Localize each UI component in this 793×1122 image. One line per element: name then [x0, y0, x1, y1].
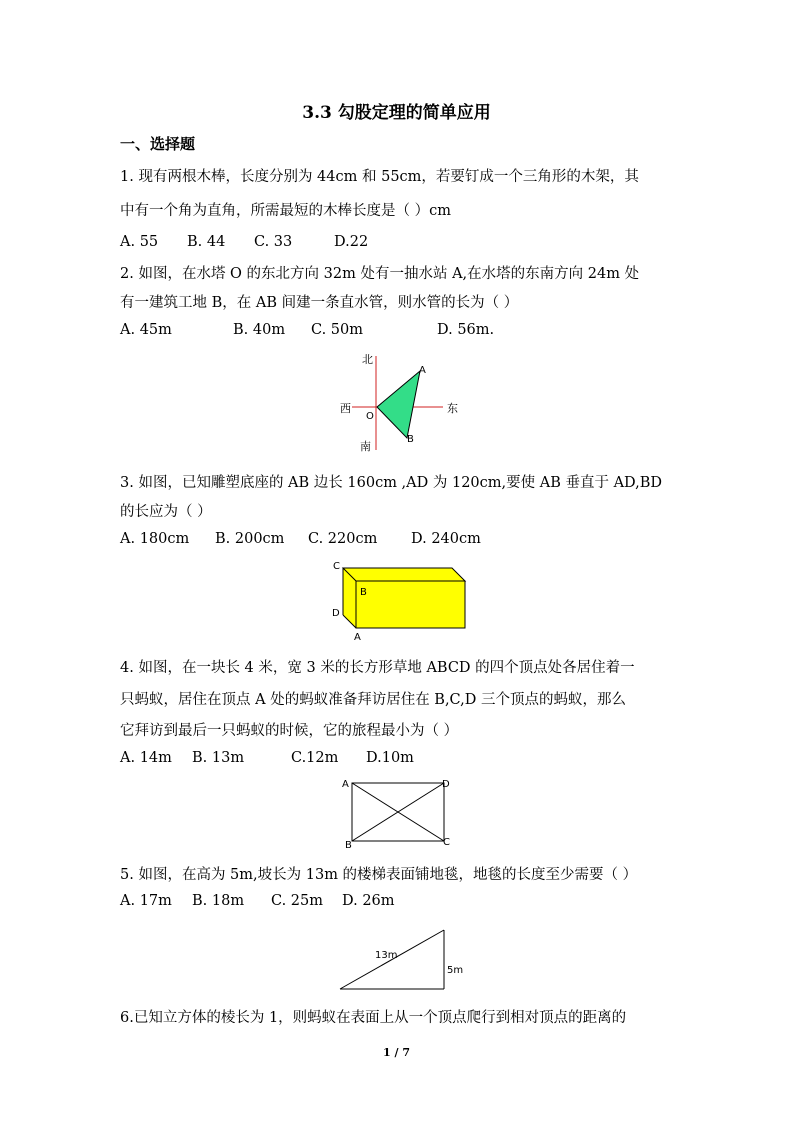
stair-figure	[335, 918, 465, 993]
q5-option-a: A. 17m	[120, 893, 172, 909]
label-c: C	[333, 561, 340, 572]
q4-line2: 只蚂蚁，居住在顶点 A 处的蚂蚁准备拜访居住在 B,C,D 三个顶点的蚂蚁，那么	[120, 692, 626, 708]
q3-line2: 的长应为（ ）	[120, 504, 212, 520]
q3-option-a: A. 180cm	[120, 531, 190, 547]
q2-option-d: D. 56m.	[437, 322, 495, 338]
label-height: 5m	[447, 965, 464, 976]
label-slope-length: 13m	[375, 950, 398, 961]
rectangle-figure	[335, 773, 465, 853]
page-number: 1 / 7	[383, 1046, 410, 1059]
label-d: D	[332, 608, 340, 619]
q1-line1: 1. 现有两根木棒，长度分别为 44cm 和 55cm，若要钉成一个三角形的木架，其	[120, 169, 639, 185]
q3-option-d: D. 240cm	[411, 531, 481, 547]
label-a: A	[354, 632, 361, 643]
q1-option-b: B. 44	[187, 234, 226, 250]
label-a: A	[342, 779, 349, 790]
label-west: 西	[340, 402, 351, 415]
q1-option-d: D.22	[334, 234, 369, 250]
q2-option-c: C. 50m	[311, 322, 363, 338]
q4-line3: 它拜访到最后一只蚂蚁的时候，它的旅程最小为（ ）	[120, 723, 459, 739]
box-figure	[325, 555, 475, 645]
q5-option-d: D. 26m	[342, 893, 395, 909]
q4-line1: 4. 如图，在一块长 4 米，宽 3 米的长方形草地 ABCD 的四个顶点处各居住着一	[120, 660, 635, 676]
q3-line1: 3. 如图，已知雕塑底座的 AB 边长 160cm ,AD 为 120cm,要使 AB 垂直于 AD,BD	[120, 475, 663, 491]
q2-option-b: B. 40m	[233, 322, 286, 338]
label-c: C	[443, 837, 450, 848]
q4-option-d: D.10m	[366, 750, 414, 766]
q2-option-a: A. 45m	[120, 322, 172, 338]
q4-option-b: B. 13m	[192, 750, 245, 766]
label-d: D	[442, 779, 450, 790]
compass-triangle-figure	[330, 348, 465, 458]
q3-option-c: C. 220cm	[308, 531, 378, 547]
q5-option-b: B. 18m	[192, 893, 245, 909]
box-fill	[343, 568, 465, 628]
q5-line1: 5. 如图，在高为 5m,坡长为 13m 的楼梯表面铺地毯，地毯的长度至少需要（ ）	[120, 867, 638, 883]
q2-line1: 2. 如图，在水塔 O 的东北方向 32m 处有一抽水站 A,在水塔的东南方向 24m 处	[120, 266, 640, 282]
label-o: O	[366, 411, 374, 422]
q1-option-a: A. 55	[120, 234, 159, 250]
label-b: B	[360, 587, 367, 598]
label-south: 南	[360, 440, 371, 453]
q6-line1: 6.已知立方体的棱长为 1，则蚂蚁在表面上从一个顶点爬行到相对顶点的距离的	[120, 1010, 627, 1026]
label-b: B	[407, 434, 414, 445]
q2-line2: 有一建筑工地 B，在 AB 间建一条直水管，则水管的长为（ ）	[120, 295, 519, 311]
label-a: A	[419, 365, 426, 376]
label-north: 北	[362, 353, 373, 366]
q3-option-b: B. 200cm	[215, 531, 285, 547]
label-b: B	[345, 840, 352, 851]
q5-option-c: C. 25m	[271, 893, 323, 909]
label-east: 东	[447, 402, 458, 415]
q4-option-a: A. 14m	[120, 750, 172, 766]
section-heading: 一、选择题	[120, 135, 196, 153]
page-title: 3.3 勾股定理的简单应用	[302, 103, 491, 123]
q4-option-c: C.12m	[291, 750, 339, 766]
triangle-oab	[377, 371, 420, 438]
q1-line2: 中有一个角为直角，所需最短的木棒长度是（ ）cm	[120, 203, 451, 219]
q1-option-c: C. 33	[254, 234, 293, 250]
